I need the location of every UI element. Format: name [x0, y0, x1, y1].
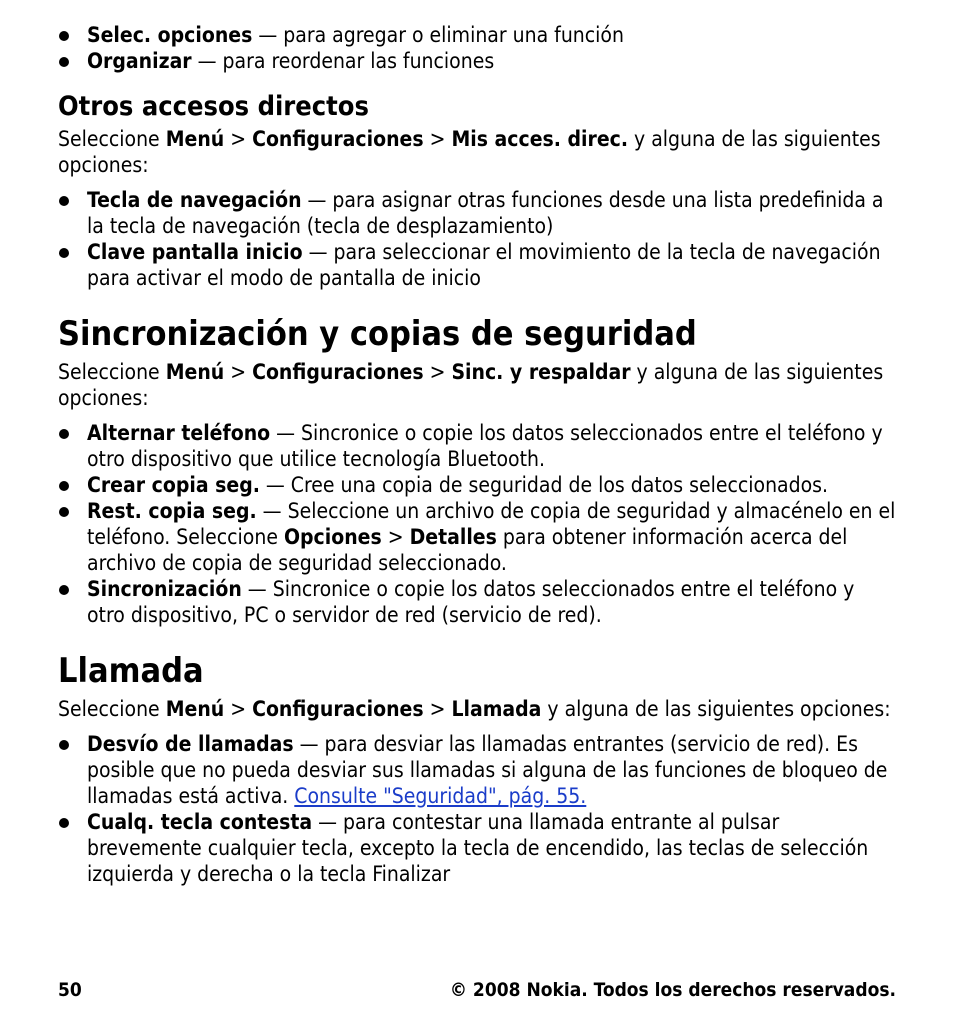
option-description: — para agregar o eliminar una función — [258, 23, 624, 47]
copyright-notice: © 2008 Nokia. Todos los derechos reservados. — [449, 979, 896, 1001]
list-item — [58, 239, 898, 291]
option-description: — para seleccionar el movimiento de la tecla de navegación para activar el modo de pantalla de inicio — [87, 240, 881, 290]
path-suffix: y alguna de las siguientes opciones: — [547, 697, 891, 721]
section-heading-sync: Sincronización y copias de seguridad — [58, 314, 697, 354]
option-term: Sincronización — [87, 577, 242, 601]
list-item — [58, 472, 898, 498]
path-separator: > — [230, 697, 247, 721]
option-description: — para desviar las llamadas entrantes (servicio de red). Es posible que no pueda desviar sus llamadas si alguna de las funciones de bloqueo de llamadas está activa. — [87, 732, 888, 808]
path-step: Configuraciones — [252, 697, 424, 721]
path-separator: > — [429, 697, 446, 721]
option-term: Crear copia seg. — [87, 473, 260, 497]
path-prefix: Seleccione — [58, 697, 160, 721]
path-step: Llamada — [451, 697, 542, 721]
list-item — [58, 48, 898, 74]
path-suffix: y alguna de las siguientes opciones: — [58, 127, 881, 177]
path-step: Mis acces. direc. — [451, 127, 629, 151]
path-step: Menú — [165, 360, 225, 384]
option-term: Desvío de llamadas — [87, 732, 294, 756]
list-item — [58, 498, 898, 576]
list-item — [58, 731, 898, 809]
path-step: Sinc. y respaldar — [451, 360, 631, 384]
option-term: Tecla de navegación — [87, 188, 302, 212]
page-footer — [58, 978, 896, 1002]
option-description: — para asignar otras funciones desde una lista predefinida a la tecla de navegación (tecla de desplazamiento) — [87, 188, 884, 238]
path-step: Configuraciones — [252, 360, 424, 384]
path-suffix: y alguna de las siguientes opciones: — [58, 360, 884, 410]
option-description: — para contestar una llamada entrante al pulsar brevemente cualquier tecla, excepto la tecla de encendido, las teclas de selección izquierda y derecha o la tecla Finalizar — [87, 810, 869, 886]
menu-path-instruction — [58, 696, 898, 722]
list-item — [58, 576, 898, 628]
option-description: — Sincronice o copie los datos seleccionados entre el teléfono y otro dispositivo, PC o servidor de red (servicio de red). — [87, 577, 855, 627]
menu-option: Opciones — [283, 525, 382, 549]
path-separator: > — [429, 127, 446, 151]
path-step: Configuraciones — [252, 127, 424, 151]
path-separator: > — [230, 360, 247, 384]
option-term: Organizar — [87, 49, 192, 73]
cross-reference-link[interactable]: Consulte "Seguridad", pág. 55. — [294, 784, 587, 808]
sync-option-list — [58, 420, 898, 628]
section-heading-shortcuts: Otros accesos directos — [58, 91, 369, 122]
option-description: — para reordenar las funciones — [197, 49, 495, 73]
path-prefix: Seleccione — [58, 360, 160, 384]
shortcuts-option-list — [58, 187, 898, 291]
path-prefix: Seleccione — [58, 127, 160, 151]
path-step: Menú — [165, 697, 225, 721]
path-separator: > — [230, 127, 247, 151]
intro-option-list — [58, 22, 898, 74]
option-description-cont: para obtener información acerca del archivo de copia de seguridad seleccionado. — [87, 525, 848, 575]
manual-page — [58, 22, 898, 887]
option-description: — Cree una copia de seguridad de los datos seleccionados. — [265, 473, 829, 497]
option-term: Rest. copia seg. — [87, 499, 257, 523]
call-option-list — [58, 731, 898, 887]
option-term: Cualq. tecla contesta — [87, 810, 313, 834]
menu-path-instruction — [58, 359, 898, 411]
page-number: 50 — [58, 979, 82, 1001]
section-heading-call: Llamada — [58, 651, 204, 691]
list-item — [58, 420, 898, 472]
option-term: Clave pantalla inicio — [87, 240, 303, 264]
list-item — [58, 187, 898, 239]
path-separator: > — [387, 525, 404, 549]
option-description: — Seleccione un archivo de copia de seguridad y almacénelo en el teléfono. Seleccione — [87, 499, 896, 549]
path-step: Menú — [165, 127, 225, 151]
list-item — [58, 809, 898, 887]
menu-path-instruction — [58, 126, 898, 178]
option-description: — Sincronice o copie los datos seleccionados entre el teléfono y otro dispositivo que utilice tecnología Bluetooth. — [87, 421, 883, 471]
menu-option: Detalles — [409, 525, 497, 549]
path-separator: > — [429, 360, 446, 384]
option-term: Selec. opciones — [87, 23, 253, 47]
list-item — [58, 22, 898, 48]
option-term: Alternar teléfono — [87, 421, 271, 445]
